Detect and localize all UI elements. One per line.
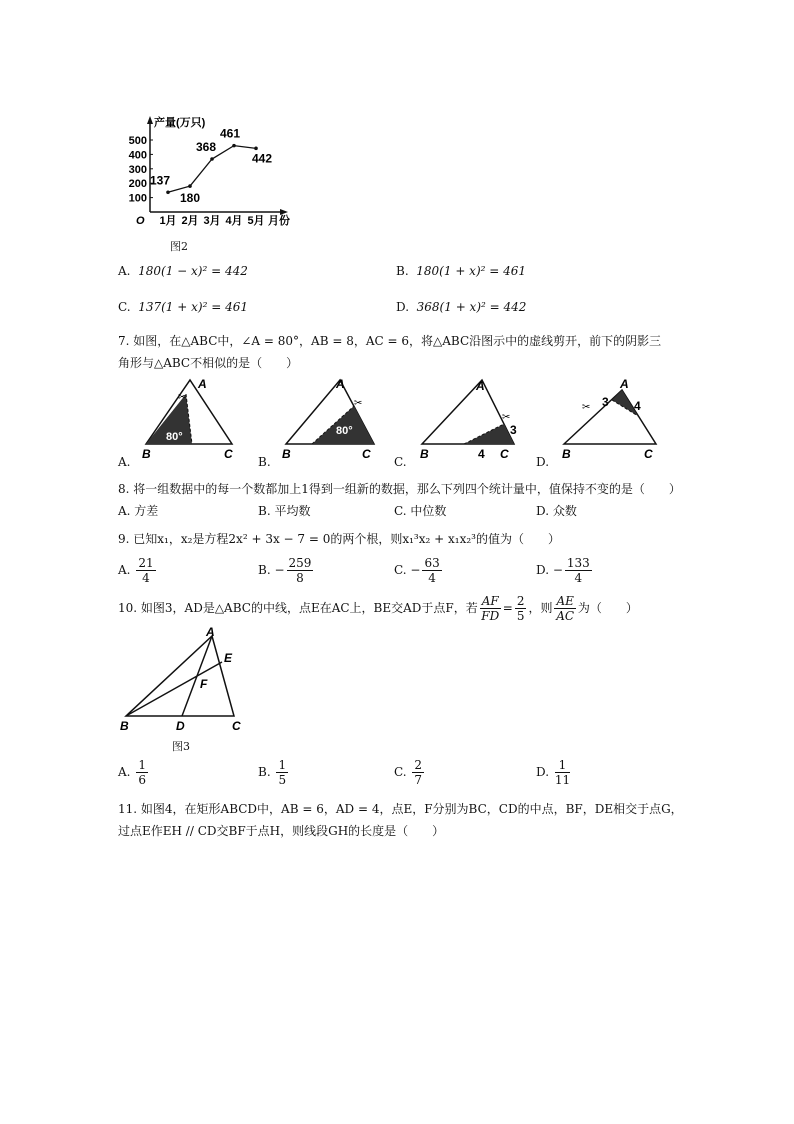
data-point xyxy=(210,157,214,161)
x-tick-label: 1月 xyxy=(159,215,177,227)
data-label: 368 xyxy=(195,140,217,155)
q11-stem-line2: 过点E作EH // CD交BF于点H，则线段GH的长度是（ ） xyxy=(118,824,445,838)
x-tick-label: 4月 xyxy=(225,215,243,227)
q8-option-d[interactable]: D. 众数 xyxy=(536,504,577,518)
q7-stem-line2: 角形与△ABC不相似的是（ ） xyxy=(118,356,299,370)
y-tick-label: 500 xyxy=(128,135,147,147)
scissors-icon: ✂ xyxy=(582,402,591,413)
x-tick-label: 2月 xyxy=(181,215,199,227)
data-point xyxy=(232,144,236,148)
q7-option-a[interactable]: A. xyxy=(118,455,131,469)
q10-point-d: D xyxy=(176,719,185,733)
q7c-len-4: 4 xyxy=(478,447,485,461)
scissors-icon: ✂ xyxy=(178,392,187,403)
q7b-vertex-c: C xyxy=(362,447,371,461)
q9-option-c[interactable]: C. − $\frac{63}{4}$ xyxy=(394,556,440,585)
y-tick-label: 100 xyxy=(128,192,147,205)
q8-option-c[interactable]: C. 中位数 xyxy=(394,504,447,518)
q7a-vertex-a: A xyxy=(198,377,207,391)
q7-figure-c xyxy=(418,376,528,462)
data-point xyxy=(166,190,170,194)
q10-point-c: C xyxy=(232,719,241,733)
q7c-vertex-c: C xyxy=(500,447,509,461)
figure-2-caption: 图2 xyxy=(170,240,188,253)
q7-option-b[interactable]: B. xyxy=(258,455,271,469)
q7-option-c[interactable]: C. xyxy=(394,455,407,469)
q8-stem: 8. 将一组数据中的每一个数都加上1得到一组新的数据，那么下列四个统计量中，值保持不变的是（ ） xyxy=(118,482,681,496)
q7-figure-d xyxy=(560,376,664,462)
q7-figure-a xyxy=(138,376,246,462)
q7-option-d[interactable]: D. xyxy=(536,455,550,469)
data-label: 137 xyxy=(149,173,171,188)
x-tick-label: 3月 xyxy=(203,215,221,227)
q9-option-b[interactable]: B. − $\frac{259}{8}$ xyxy=(258,556,312,585)
q7a-angle: 80° xyxy=(166,431,183,443)
q10-point-e: E xyxy=(224,651,233,665)
q10-option-d[interactable]: D. $\frac{1}{11}$ xyxy=(536,758,571,787)
q7d-vertex-c: C xyxy=(644,447,653,461)
q11-stem-line1: 11. 如图4，在矩形ABCD中，AB = 6，AD = 4，点E，F分别为BC，CD的中点，BF，DE相交于点G， xyxy=(118,802,683,816)
data-point xyxy=(188,184,192,188)
q7c-vertex-b: B xyxy=(420,447,429,461)
scissors-icon: ✂ xyxy=(502,412,511,423)
y-tick-label: 400 xyxy=(128,149,147,162)
data-label: 442 xyxy=(251,151,273,166)
q7b-vertex-a: A xyxy=(336,377,345,391)
data-label: 461 xyxy=(219,126,241,141)
y-axis-label: 产量(万只) xyxy=(154,117,206,129)
q7c-len-3: 3 xyxy=(510,423,517,437)
figure-3-caption: 图3 xyxy=(172,740,190,753)
q10-option-a[interactable]: A. $\frac{1}{6}$ xyxy=(118,758,146,787)
q8-option-b[interactable]: B. 平均数 xyxy=(258,504,311,518)
q10-stem: 10. 如图3，AD是△ABC的中线，点E在AC上，BE交AD于点F，若 $\frac{AF}{FD}$ = $\frac{2}{5}$ ，则 $\frac{AE}{AC}$ 为（ ） xyxy=(118,594,638,623)
data-label: 180 xyxy=(179,191,201,206)
y-tick-label: 200 xyxy=(128,178,147,191)
x-tick-label: 5月 xyxy=(247,215,265,227)
q8-option-a[interactable]: A. 方差 xyxy=(118,504,159,518)
q10-option-b[interactable]: B. $\frac{1}{5}$ xyxy=(258,758,287,787)
q7-stem-line1: 7. 如图，在△ABC中，∠A = 80°，AB = 8，AC = 6，将△ABC沿图示中的虚线剪开，前下的阴影三 xyxy=(118,334,662,348)
q7d-vertex-b: B xyxy=(562,447,571,461)
q10-option-c[interactable]: C. $\frac{2}{7}$ xyxy=(394,758,423,787)
q10-point-a: A xyxy=(206,626,215,639)
q7a-vertex-b: B xyxy=(142,447,151,461)
data-point xyxy=(254,147,258,151)
q7d-vertex-a: A xyxy=(620,377,629,391)
q10-point-b: B xyxy=(120,719,129,733)
production-line-chart xyxy=(116,112,306,230)
x-axis-label: 月份 xyxy=(268,215,290,227)
q7b-angle: 80° xyxy=(336,425,353,437)
q9-stem: 9. 已知x₁，x₂是方程2x² + 3x − 7 = 0的两个根，则x₁³x₂ + x₁x₂³的值为（ ） xyxy=(118,532,560,546)
q6-option-c[interactable]: C. 137(1 + x)² = 461 xyxy=(118,300,248,314)
origin-label: O xyxy=(136,215,145,227)
q7-figure-b xyxy=(282,376,382,462)
q6-option-d[interactable]: D. 368(1 + x)² = 442 xyxy=(396,300,527,314)
q9-option-d[interactable]: D. − $\frac{133}{4}$ xyxy=(536,556,590,585)
q7d-len-3: 3 xyxy=(602,395,609,409)
scissors-icon: ✂ xyxy=(354,398,363,409)
y-tick-label: 300 xyxy=(128,163,147,176)
q6-option-b[interactable]: B. 180(1 + x)² = 461 xyxy=(396,264,527,278)
q10-point-f: F xyxy=(200,677,208,691)
q9-option-a[interactable]: A. $\frac{21}{4}$ xyxy=(118,556,154,585)
q6-option-a[interactable]: A. 180(1 − x)² = 442 xyxy=(118,264,248,278)
q7a-vertex-c: C xyxy=(224,447,233,461)
q10-figure xyxy=(118,626,254,736)
q7b-vertex-b: B xyxy=(282,447,291,461)
q7d-len-4: 4 xyxy=(634,399,641,413)
q7c-vertex-a: A xyxy=(476,379,485,393)
